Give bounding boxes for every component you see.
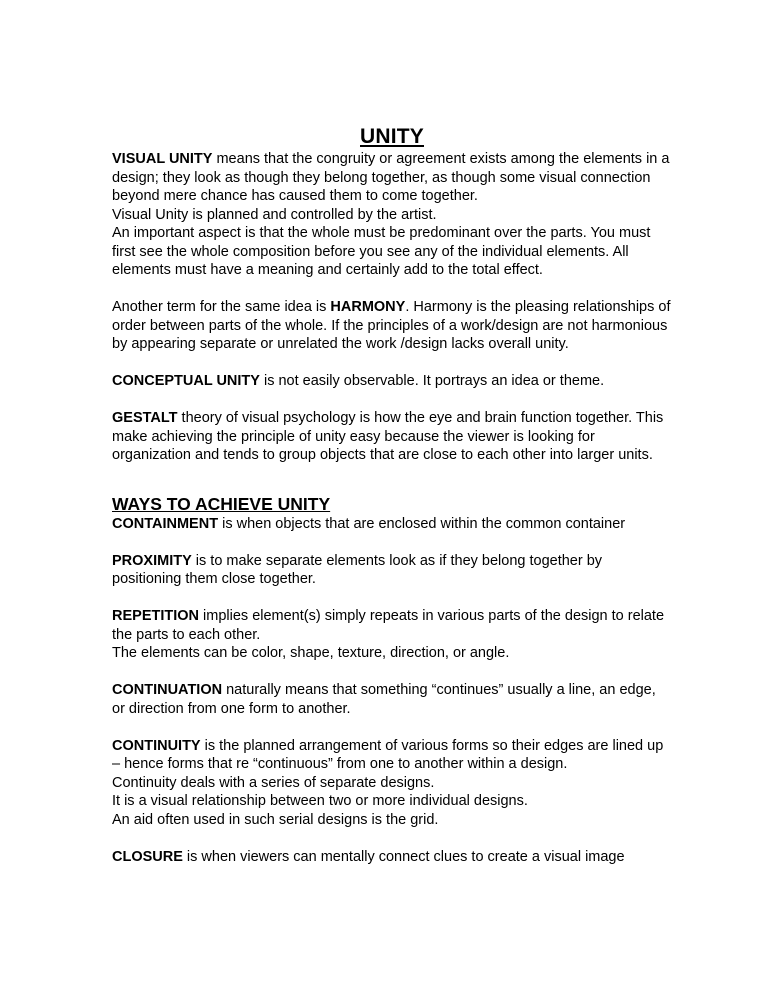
paragraph-text: is when objects that are enclosed within the common container (218, 515, 626, 532)
paragraph-text: is when viewers can mentally connect clues to create a visual image (182, 848, 625, 865)
term-gestalt: GESTALT (112, 410, 178, 426)
paragraph-text: implies element(s) simply repeats in various parts of the design to relate the parts to each other. (112, 608, 665, 643)
term-proximity: PROXIMITY (112, 552, 192, 569)
term-containment: CONTAINMENT (112, 515, 219, 532)
section-heading: WAYS TO ACHIEVE UNITY (112, 493, 331, 514)
paragraph-visual-unity (112, 150, 672, 206)
paragraph-text: is the planned arrangement of various forms so their edges are lined up – hence forms that re “continuous” from one to another within a design. (112, 737, 664, 772)
paragraph-text: naturally means that something “continues” usually a line, an edge, or direction from one form to another. (112, 682, 656, 717)
page-title: UNITY (360, 125, 424, 148)
paragraph-containment (112, 515, 672, 534)
document-page (112, 124, 672, 866)
paragraph-closure (112, 848, 672, 867)
paragraph-continuity-relationship: It is a visual relationship between two or more individual designs. (112, 793, 528, 809)
paragraph-continuity-series: Continuity deals with a series of separate designs. (112, 774, 435, 791)
term-harmony: HARMONY (330, 299, 406, 315)
paragraph-text: theory of visual psychology is how the eye and brain function together. This make achieving the principle of unity easy because the viewer is looking for organization and tends to group objects that are close to each other into larger units. (112, 410, 664, 463)
paragraph-proximity (112, 552, 672, 589)
term-continuation: CONTINUATION (112, 682, 223, 698)
paragraph-text: Another term for the same idea is (112, 299, 331, 315)
paragraph-text: is not easily observable. It portrays an idea or theme. (259, 373, 605, 389)
paragraph-conceptual-unity (112, 372, 672, 391)
term-repetition: REPETITION (112, 608, 200, 624)
paragraph-continuity (112, 737, 672, 774)
paragraph-text: means that the congruity or agreement exists among the elements in a design; they look as though they belong together, as though some visual connection beyond mere chance has caused them to come together. (112, 151, 670, 204)
term-closure: CLOSURE (112, 848, 183, 865)
paragraph-important-aspect: An important aspect is that the whole must be predominant over the parts. You must first see the whole composition before you see any of the individual elements. All elements must have a meaning and certainly add to the total effect. (112, 225, 651, 278)
paragraph-repetition (112, 607, 672, 644)
paragraph-harmony (112, 298, 672, 354)
paragraph-text: is to make separate elements look as if they belong together by positioning them close together. (112, 552, 603, 587)
term-visual-unity: VISUAL UNITY (112, 151, 213, 167)
term-continuity: CONTINUITY (112, 737, 201, 754)
paragraph-continuation (112, 681, 672, 718)
term-conceptual-unity: CONCEPTUAL UNITY (112, 373, 260, 389)
paragraph-repetition-elements: The elements can be color, shape, texture, direction, or angle. (112, 645, 510, 661)
paragraph-gestalt (112, 409, 672, 465)
paragraph-text: . Harmony is the pleasing relationships of order between parts of the whole. If the principles of a work/design are not harmonious by appearing separate or unrelated the work /design lacks overall unity. (112, 299, 671, 352)
paragraph-continuity-grid: An aid often used in such serial designs is the grid. (112, 811, 439, 828)
paragraph-visual-unity-planned: Visual Unity is planned and controlled by the artist. (112, 206, 437, 223)
